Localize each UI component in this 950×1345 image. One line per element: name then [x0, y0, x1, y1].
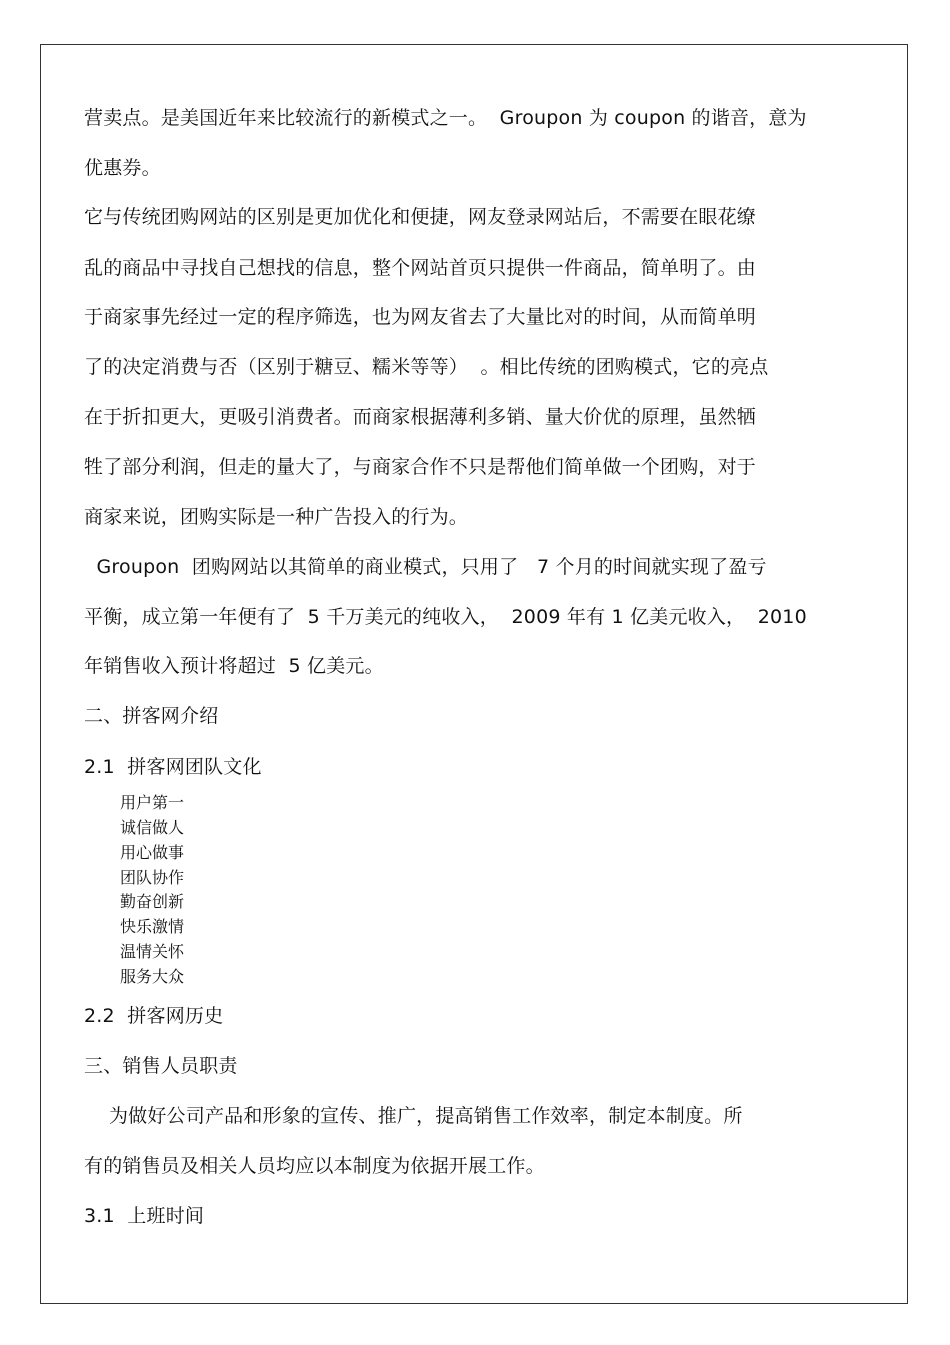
culture-item-4: 团队协作	[120, 868, 185, 887]
section3-line-1: 为做好公司产品和形象的宣传、推广，提高销售工作效率，制定本制度。所	[84, 1105, 743, 1127]
section3-line-2: 有的销售员及相关人员均应以本制度为依据开展工作。	[84, 1155, 545, 1177]
paragraph3-line-3: 年销售收入预计将超过 5 亿美元。	[84, 655, 384, 677]
paragraph2-line-7: 商家来说，团购实际是一种广告投入的行为。	[84, 506, 469, 528]
paragraph1-line-1: 营卖点。是美国近年来比较流行的新模式之一。 Groupon 为 coupon 的谐音，意为	[84, 107, 807, 129]
section3-1-heading: 3.1 上班时间	[84, 1205, 205, 1227]
paragraph3-line-1: Groupon 团购网站以其简单的商业模式，只用了 7 个月的时间就实现了盈亏	[84, 556, 767, 578]
culture-item-5: 勤奋创新	[120, 892, 185, 911]
paragraph2-line-6: 牲了部分利润，但走的量大了，与商家合作不只是帮他们简单做一个团购，对于	[84, 456, 757, 478]
paragraph3-line-2: 平衡，成立第一年便有了 5 千万美元的纯收入， 2009 年有 1 亿美元收入， 2010	[84, 606, 807, 628]
culture-item-2: 诚信做人	[120, 818, 185, 837]
paragraph2-line-4: 了的决定消费与否（区别于糖豆、糯米等等） 。相比传统的团购模式，它的亮点	[84, 356, 769, 378]
section2-1-heading: 2.1 拼客网团队文化	[84, 756, 262, 778]
paragraph1-line-2: 优惠券。	[84, 157, 161, 179]
culture-item-7: 温情关怀	[120, 942, 185, 961]
paragraph2-line-2: 乱的商品中寻找自己想找的信息，整个网站首页只提供一件商品，简单明了。由	[84, 257, 757, 279]
section3-heading: 三、销售人员职责	[84, 1055, 238, 1077]
culture-item-1: 用户第一	[120, 793, 185, 812]
culture-item-8: 服务大众	[120, 967, 185, 986]
paragraph2-line-1: 它与传统团购网站的区别是更加优化和便捷，网友登录网站后，不需要在眼花缭	[84, 206, 757, 228]
paragraph2-line-5: 在于折扣更大，更吸引消费者。而商家根据薄利多销、量大价优的原理，虽然牺	[84, 406, 757, 428]
section2-heading: 二、拼客网介绍	[84, 705, 219, 727]
culture-item-6: 快乐激情	[120, 917, 185, 936]
paragraph2-line-3: 于商家事先经过一定的程序筛选，也为网友省去了大量比对的时间，从而简单明	[84, 306, 757, 328]
culture-item-3: 用心做事	[120, 843, 185, 862]
section2-2-heading: 2.2 拼客网历史	[84, 1005, 224, 1027]
